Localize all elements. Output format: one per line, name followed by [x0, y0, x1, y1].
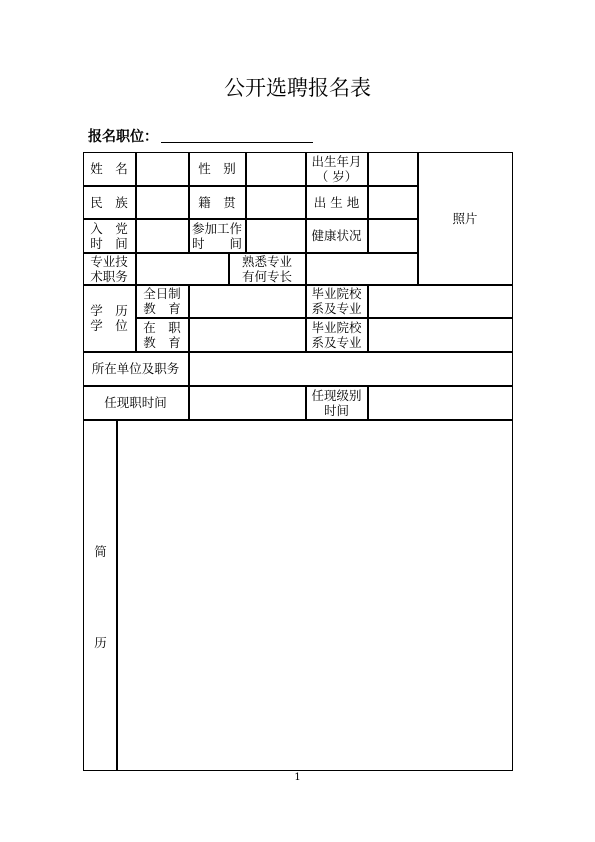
specialty-label: 熟悉专业 有何专长 [229, 253, 306, 285]
level-time-field[interactable] [368, 386, 513, 420]
native-place-label: 籍 贯 [189, 186, 246, 219]
fulltime-edu-label: 全日制 教 育 [136, 285, 189, 318]
fulltime-school-label: 毕业院校 系及专业 [306, 285, 368, 318]
inservice-edu-label: 在 职 教 育 [136, 318, 189, 352]
page-title: 公开选聘报名表 [224, 76, 371, 100]
health-label: 健康状况 [306, 219, 368, 253]
inservice-edu-field[interactable] [189, 318, 306, 352]
inservice-school-label: 毕业院校 系及专业 [306, 318, 368, 352]
name-label: 姓 名 [83, 152, 136, 186]
fulltime-edu-field[interactable] [189, 285, 306, 318]
party-time-field[interactable] [136, 219, 189, 253]
gender-label: 性 别 [189, 152, 246, 186]
ethnicity-field[interactable] [136, 186, 189, 219]
resume-field[interactable] [117, 420, 513, 771]
tech-title-field[interactable] [136, 253, 229, 285]
current-time-field[interactable] [189, 386, 306, 420]
ethnicity-label: 民 族 [83, 186, 136, 219]
resume-char-1: 简 [94, 543, 107, 559]
birth-field[interactable] [368, 152, 418, 186]
position-label: 报名职位： [88, 129, 158, 145]
name-field[interactable] [136, 152, 189, 186]
education-label: 学 历 学 位 [83, 285, 136, 352]
unit-field[interactable] [189, 352, 513, 386]
resume-char-2: 历 [94, 634, 107, 650]
photo-box: 照片 [418, 152, 513, 285]
tech-title-label: 专业技 术职务 [83, 253, 136, 285]
birthplace-label: 出 生 地 [306, 186, 368, 219]
work-time-field[interactable] [246, 219, 306, 253]
birth-label: 出生年月 （ 岁） [306, 152, 368, 186]
unit-label: 所在单位及职务 [83, 352, 189, 386]
gender-field[interactable] [246, 152, 306, 186]
health-field[interactable] [368, 219, 418, 253]
resume-label [83, 420, 117, 771]
inservice-school-field[interactable] [368, 318, 513, 352]
current-time-label: 任现职时间 [83, 386, 189, 420]
registration-form-table [83, 152, 513, 771]
party-time-label: 入 党 时 间 [83, 219, 136, 253]
birthplace-field[interactable] [368, 186, 418, 219]
page-number: 1 [294, 772, 301, 783]
position-input-line[interactable] [161, 142, 313, 143]
level-time-label: 任现级别 时间 [306, 386, 368, 420]
fulltime-school-field[interactable] [368, 285, 513, 318]
specialty-field[interactable] [306, 253, 418, 285]
work-time-label: 参加工作 时 间 [189, 219, 246, 253]
native-place-field[interactable] [246, 186, 306, 219]
